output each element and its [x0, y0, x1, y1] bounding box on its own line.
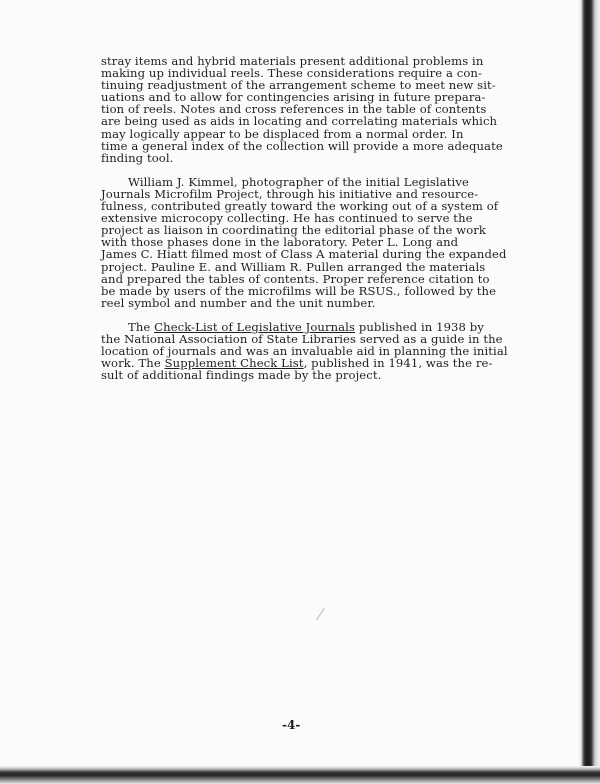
scan-edge-bottom [0, 766, 600, 784]
text-line: stray items and hybrid materials present additional problems in [101, 54, 484, 68]
body-text [101, 55, 517, 393]
checklist-title: Check-List of Legislative Journals [154, 319, 356, 334]
text-line: sult of additional findings made by the project. [101, 368, 382, 383]
paragraph-3 [101, 321, 517, 381]
paragraph-2 [101, 176, 517, 309]
text-fragment: , published in 1941, was the re- [303, 356, 493, 371]
text-line: with those phases done in the laboratory. Peter L. Long and [101, 235, 459, 250]
text-line: reel symbol and number and the unit number. [101, 295, 376, 310]
text-line: uations and to allow for contingencies arising in future prepara- [101, 90, 486, 105]
text-line: project as liaison in coordinating the editorial phase of the work [101, 223, 487, 238]
text-line: be made by users of the microfilms will be RSUS., followed by the [101, 283, 497, 298]
scan-mark [316, 608, 333, 626]
text-line: finding tool. [101, 150, 174, 165]
text-line: James C. Hiatt filmed most of Class A material during the expanded [101, 247, 507, 262]
text-line: tinuing readjustment of the arrangement scheme to meet new sit- [101, 78, 496, 93]
text-fragment: work. The [101, 356, 165, 371]
text-line: may logically appear to be displaced from a normal order. In [101, 126, 464, 141]
text-line: Journals Microfilm Project, through his initiative and resource- [101, 186, 479, 201]
text-line: project. Pauline E. and William R. Pullen arranged the materials [101, 259, 486, 274]
text-line: fulness, contributed greatly toward the working out of a system of [101, 199, 499, 214]
text-line: William J. Kimmel, photographer of the initial Legislative [128, 174, 469, 189]
text-line: making up individual reels. These considerations require a con- [101, 66, 483, 81]
text-line: time a general index of the collection will provide a more adequate [101, 138, 503, 153]
supplement-title: Supplement Check List [164, 356, 304, 371]
text-line: extensive microcopy collecting. He has continued to serve the [101, 211, 473, 226]
text-fragment: published in 1938 by [355, 319, 484, 334]
text-line: the National Association of State Libraries served as a guide in the [101, 331, 503, 346]
page-number: -4- [282, 718, 301, 732]
text-line: tion of reels. Notes and cross references in the table of contents [101, 102, 487, 117]
text-fragment: The [128, 319, 155, 334]
scan-edge-right [578, 0, 600, 784]
text-line: location of journals and was an invaluable aid in planning the initial [101, 344, 508, 359]
text-line: are being used as aids in locating and correlating materials which [101, 114, 498, 129]
paragraph-1 [101, 55, 517, 164]
text-line: and prepared the tables of contents. Proper reference citation to [101, 271, 490, 286]
